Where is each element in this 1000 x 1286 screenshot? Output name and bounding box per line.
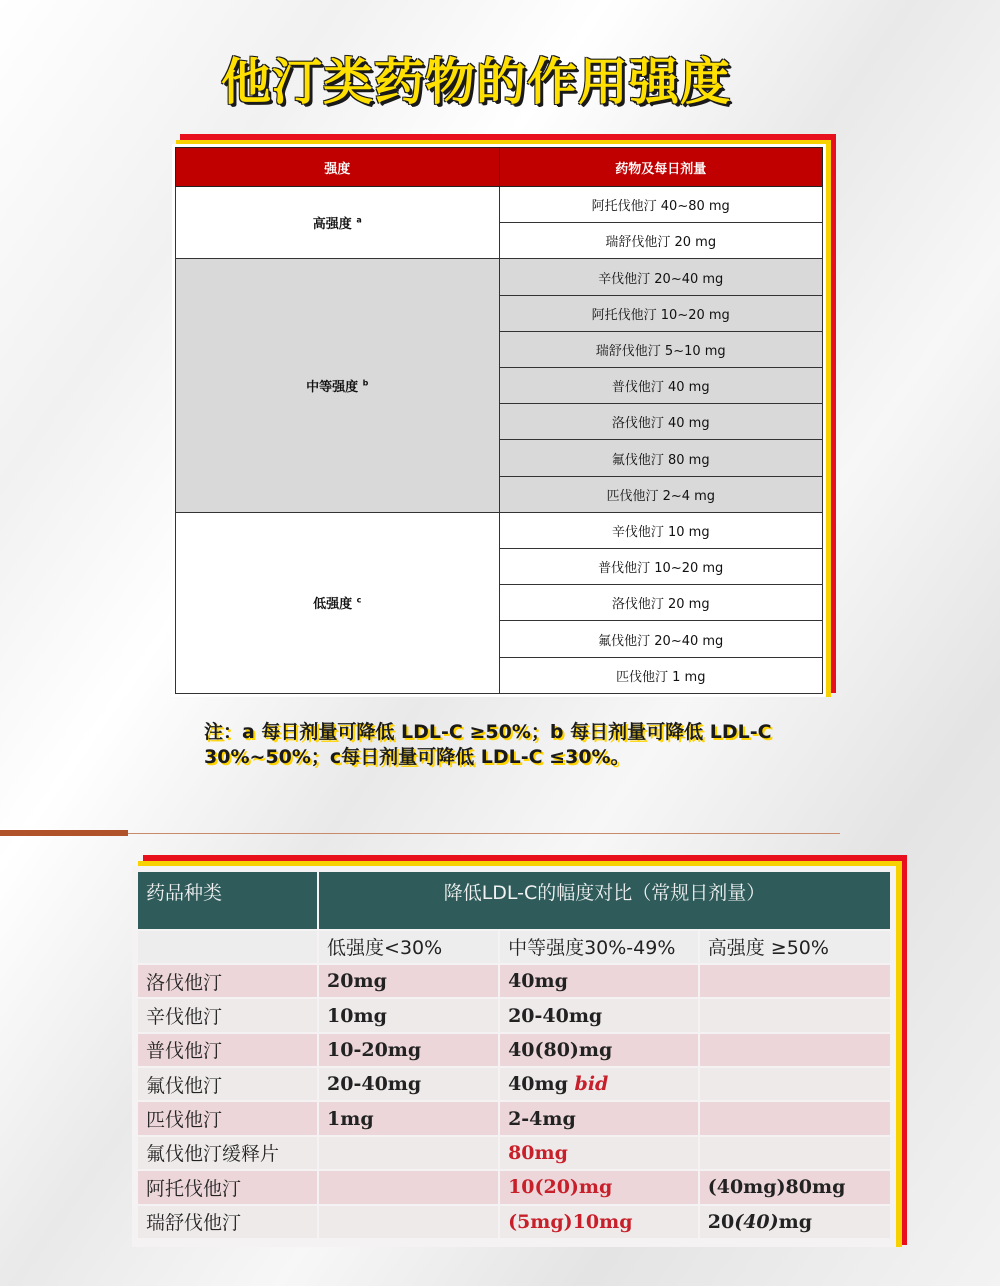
subheader-low: 低强度<30% xyxy=(319,931,498,963)
section-divider-bar xyxy=(0,830,128,836)
table-row xyxy=(138,1171,890,1203)
table-row xyxy=(138,1034,890,1066)
low-dose: 20mg xyxy=(319,965,498,997)
drug-name: 匹伐他汀 xyxy=(138,1102,317,1134)
low-dose xyxy=(319,1137,498,1169)
dose-cell: 洛伐他汀 20 mg xyxy=(499,585,823,621)
header-ldl-comparison: 降低LDL-C的幅度对比（常规日剂量） xyxy=(319,872,890,929)
bid-label: bid xyxy=(574,1073,609,1096)
drug-name: 氟伐他汀 xyxy=(138,1068,317,1100)
mid-dose: 40mg xyxy=(500,965,698,997)
subheader-empty xyxy=(138,931,317,963)
dose-cell: 匹伐他汀 2~4 mg xyxy=(499,476,823,512)
drug-name: 普伐他汀 xyxy=(138,1034,317,1066)
dose-cell: 瑞舒伐他汀 20 mg xyxy=(499,223,823,259)
table-row xyxy=(138,1102,890,1134)
dose-cell: 瑞舒伐他汀 5~10 mg xyxy=(499,331,823,367)
page-title: 他汀类药物的作用强度 xyxy=(221,53,731,111)
mid-dose: 40(80)mg xyxy=(500,1034,698,1066)
drug-name: 辛伐他汀 xyxy=(138,999,317,1031)
header-intensity: 强度 xyxy=(176,148,500,187)
intensity-high: 高强度 $^a$ xyxy=(176,187,500,259)
dose-cell: 辛伐他汀 10 mg xyxy=(499,512,823,548)
footnote-line-1: 注：a 每日剂量可降低 LDL-C ≥50%；b 每日剂量可降低 LDL-C xyxy=(204,721,772,743)
footnote-line-2: 30%~50%；c每日剂量可降低 LDL-C ≤30%。 xyxy=(204,746,630,768)
dose-cell: 匹伐他汀 1 mg xyxy=(499,657,823,693)
mid-dose: 80mg xyxy=(500,1137,698,1169)
table-row xyxy=(138,1137,890,1169)
subheader-medium: 中等强度30%-49% xyxy=(500,931,698,963)
subheader-high: 高强度 ≥50% xyxy=(700,931,890,963)
high-dose xyxy=(700,999,890,1031)
dose-cell: 氟伐他汀 80 mg xyxy=(499,440,823,476)
table-row xyxy=(138,1206,890,1238)
table2-container xyxy=(132,866,896,1247)
dose-cell: 阿托伐他汀 10~20 mg xyxy=(499,295,823,331)
dose-cell: 洛伐他汀 40 mg xyxy=(499,404,823,440)
low-dose: 10-20mg xyxy=(319,1034,498,1066)
table1-container xyxy=(172,144,826,697)
low-dose: 20-40mg xyxy=(319,1068,498,1100)
drug-name: 氟伐他汀缓释片 xyxy=(138,1137,317,1169)
dose-cell: 辛伐他汀 20~40 mg xyxy=(499,259,823,295)
mid-dose: 40mg bid xyxy=(500,1068,698,1100)
header-drug-dose: 药物及每日剂量 xyxy=(499,148,823,187)
ldl-reduction-table xyxy=(136,870,892,1240)
high-dose: (40mg)80mg xyxy=(700,1171,890,1203)
dose-cell: 阿托伐他汀 40~80 mg xyxy=(499,187,823,223)
dose-cell: 氟伐他汀 20~40 mg xyxy=(499,621,823,657)
intensity-medium: 中等强度 $^b$ xyxy=(176,259,500,512)
header-drug-type: 药品种类 xyxy=(138,872,317,929)
low-dose: 10mg xyxy=(319,999,498,1031)
mid-dose: 10(20)mg xyxy=(500,1171,698,1203)
high-dose xyxy=(700,1102,890,1134)
mid-dose: 2-4mg xyxy=(500,1102,698,1134)
high-dose xyxy=(700,965,890,997)
high-dose xyxy=(700,1137,890,1169)
dose-cell: 普伐他汀 10~20 mg xyxy=(499,549,823,585)
low-dose xyxy=(319,1206,498,1238)
intensity-low: 低强度 $^c$ xyxy=(176,512,500,693)
low-dose: 1mg xyxy=(319,1102,498,1134)
high-dose xyxy=(700,1068,890,1100)
footnote xyxy=(204,720,824,770)
dose-cell: 普伐他汀 40 mg xyxy=(499,368,823,404)
section-divider-line xyxy=(128,833,840,834)
low-dose xyxy=(319,1171,498,1203)
table-row xyxy=(138,1068,890,1100)
mid-dose: (5mg)10mg xyxy=(500,1206,698,1238)
drug-name: 瑞舒伐他汀 xyxy=(138,1206,317,1238)
mid-dose: 20-40mg xyxy=(500,999,698,1031)
high-dose xyxy=(700,1034,890,1066)
high-dose: 20(40)mg xyxy=(700,1206,890,1238)
statin-intensity-table xyxy=(175,147,823,694)
table-row xyxy=(138,999,890,1031)
drug-name: 洛伐他汀 xyxy=(138,965,317,997)
table-row xyxy=(138,965,890,997)
drug-name: 阿托伐他汀 xyxy=(138,1171,317,1203)
